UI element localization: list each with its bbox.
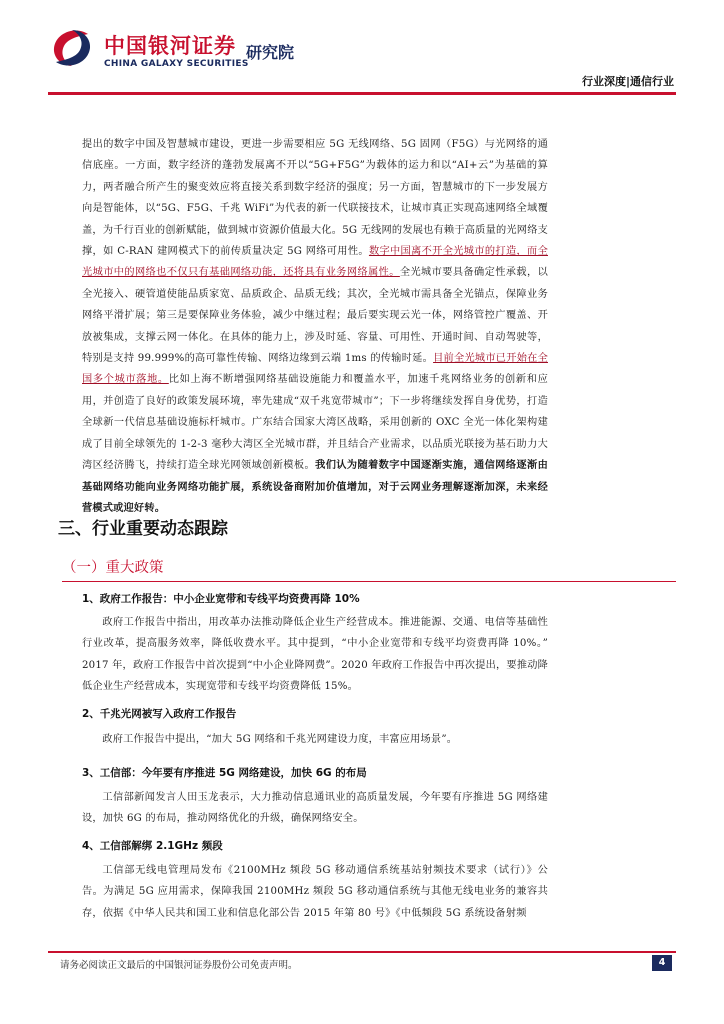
intro-paragraph [82, 134, 548, 519]
intro-underline-2: 目前全光城市已开始在全国多个城市落地。 [82, 353, 548, 386]
policy-item-text-3: 工信部新闻发言人田玉龙表示，大力推动信息通讯业的高质量发展，今年要有序推进 5G 网络建设，加快 6G 的布局，推动网络优化的升级，确保网络安全。 [82, 792, 548, 825]
footer-disclaimer: 请务必阅读正文最后的中国银河证券股份公司免责声明。 [60, 960, 298, 971]
policy-item-text-4: 工信部无线电管理局发布《2100MHz 频段 5G 移动通信系统基站射频技术要求（试行）》公告。为满足 5G 应用需求，保障我国 2100MHz 频段 5G 移动通信系统与其他无线电业务的兼容共存，依据《中华人民共和国工业和信息化部公告 2015 年第 80 号》《中低频段 5G 系统设备射频 [82, 865, 548, 919]
section-title: 三、行业重要动态跟踪 [58, 519, 228, 539]
intro-block [82, 134, 548, 519]
brand-name-en: CHINA GALAXY SECURITIES [104, 59, 249, 69]
report-category: 行业深度|通信行业 [581, 75, 674, 88]
intro-underline-1: 数字中国离不开全光城市的打造，而全光城市中的网络也不仅只有基础网络功能，还将具有业务网络属性。 [82, 246, 548, 279]
intro-text-1: 提出的数字中国及智慧城市建设，更进一步需要相应 5G 无线网络、5G 固网（F5G）与光网络的通信底座。一方面，数字经济的蓬勃发展离不开以“5G+F5G”为载体的运力和以“AI+云”为基础的算力，两者融合所产生的聚变效应将直接关系到数字经济的强度；另一方面，智慧城市的下一步发展方向是智能体，以“5G、F5G、千兆 WiFi”为代表的新一代联接技术，让城市真正实现高速网络全域覆盖，为千行百业的创新赋能，做到城市资源价值最大化。5G 无线网的发展也有赖于高质量的光网络支撑，如 C-RAN 建网模式下的前传质量决定 5G 网络可用性。 [82, 139, 548, 258]
policy-item-title-4: 4、工信部解绑 2.1GHz 频段 [82, 840, 223, 852]
subsection-divider [62, 581, 676, 582]
galaxy-swirl-icon [48, 24, 96, 72]
policy-item-body-1 [82, 612, 548, 698]
policy-item-title-2: 2、千兆光网被写入政府工作报告 [82, 708, 237, 720]
brand-name-cn: 中国银河证券 [104, 34, 236, 58]
intro-text-3: 比如上海不断增强网络基础设施能力和覆盖水平，加速千兆网络业务的创新和应用，并创造了良好的政策发展环境，率先建成“双千兆宽带城市”；下一步将继续发挥自身优势，打造全球新一代信息基础设施标杆城市。广东结合国家大湾区战略，采用创新的 OXC 全光一体化架构建成了目前全球领先的 1-2-3 毫秒大湾区全光城市群，并且结合产业需求，以品质光联接为基石助力大湾区经济腾飞，持续打造全球光网领域创新模板。 [82, 374, 548, 472]
header-divider [48, 92, 676, 95]
policy-item-body-2 [82, 729, 548, 750]
page-number: 4 [652, 955, 672, 971]
institute-label: 研究院 [246, 43, 295, 62]
policy-item-body-4 [82, 860, 548, 924]
policy-item-title-1: 1、政府工作报告：中小企业宽带和专线平均资费再降 10% [82, 593, 360, 605]
page-header [0, 0, 724, 100]
policy-item-title-3: 3、工信部：今年要有序推进 5G 网络建设，加快 6G 的布局 [82, 767, 367, 779]
policy-item-body-3 [82, 787, 548, 830]
intro-bold-conclusion: 我们认为随着数字中国逐渐实施，通信网络逐渐由基础网络功能向业务网络功能扩展，系统设备商附加价值增加，对于云网业务理解逐渐加深，未来经营模式或迎好转。 [82, 459, 548, 514]
policy-item-text-1: 政府工作报告中指出，用改革办法推动降低企业生产经营成本。推进能源、交通、电信等基础性行业改革，提高服务效率，降低收费水平。其中提到，“中小企业宽带和专线平均资费再降 10%。” 2017 年，政府工作报告中首次提到“中小企业降网费”。2020 年政府工作报告中再次提出，要推动降低企业生产经营成本，实现宽带和专线平均资费降低 15%。 [82, 617, 548, 693]
footer-divider [48, 951, 676, 953]
intro-text-2: 全光城市要具备确定性承载，以全光接入、硬管道使能品质家宽、品质政企、品质无线；其次，全光城市需具备全光锚点，保障业务网络平滑扩展；第三是要保障业务体验，减少中继过程；最后要实现云光一体，网络管控广覆盖、开放被集成，支撑云网一体化。在具体的能力上，涉及时延、容量、可用性、开通时间、自动驾驶等，特别是支持 99.999%的高可靠性传输、网络边缘到云端 1ms 的传输时延。 [82, 267, 548, 365]
policy-item-text-2: 政府工作报告中提出，“加大 5G 网络和千兆光网建设力度，丰富应用场景”。 [102, 734, 458, 745]
subsection-title: （一）重大政策 [62, 560, 164, 576]
